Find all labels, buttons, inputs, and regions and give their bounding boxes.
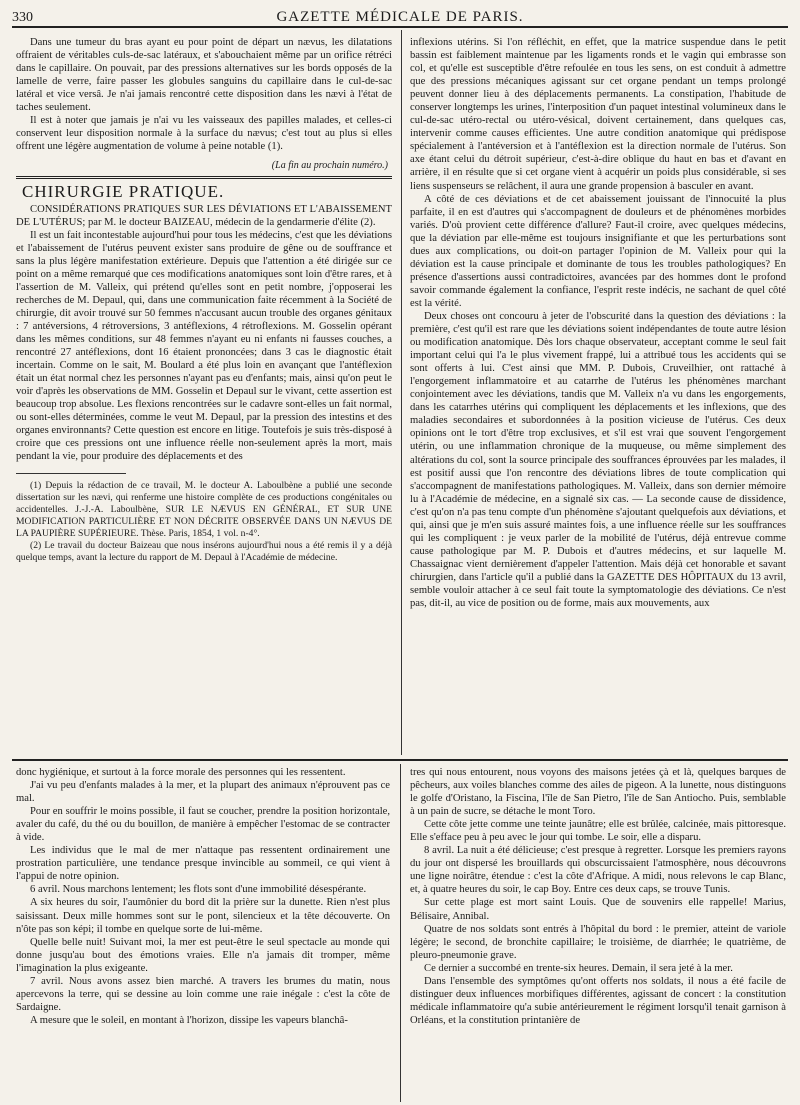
column-divider-top — [401, 30, 402, 755]
paragraph: Dans l'ensemble des symptômes qu'ont offerts nos soldats, il nous a été facile de distinguer deux influences morbifiques différentes, agissant de concert : la constitution médicale inflammatoire qu'a subie antérieurement le régiment lorsqu'il tenait garnison à Orléans, et la constitution printanière de — [410, 975, 786, 1026]
article-title: CONSIDÉRATIONS PRATIQUES SUR LES DÉVIATIONS ET L'ABAISSEMENT DE L'UTÉRUS; par M. le docteur BAIZEAU, médecin de la gendarmerie d'élite (2). — [16, 203, 392, 228]
paragraph: Il est à noter que jamais je n'ai vu les vaisseaux des papilles malades, et celles-ci conservent leur disposition normale à la surface du nævus; c'est tout au plus si elles offrent une légère augmentation de volume à peine notable (1). — [16, 115, 392, 153]
paragraph: 8 avril. La nuit a été délicieuse; c'est presque à regretter. Lorsque les premiers rayons du jour ont dispersé les brouillards qui obscurcissaient l'atmosphère, nous découvrons une ligne noirâtre, étendue : c'est la côte d'Afrique. A midi, nous relevons le cap Blanc, et, à quatre heures du soir, le cap Boy. Entre ces deux caps, se trouve Tunis. — [410, 845, 786, 896]
paragraph: A côté de ces déviations et de cet abaissement jouissant de l'innocuité la plus parfaite, il en est d'autres qui s'accompagnent de douleurs et de phénomènes morbides variés. D'où provient cette différence d'allure? Faut-il croire, avec quelques médecins, que la déviation par elle-même est toujours insignifiante et que les perturbations sont dues aux complications, ou doit-on partager l'opinion de M. Valleix pour qui la déviation est la cause principale et dominante de tous les troubles pathologiques? En présence d'assertions aussi contradictoires, avancées par des hommes dont le profond savoir commande également la confiance, l'esprit reste indécis, ne sachant de quel côté est la vérité. — [410, 193, 786, 309]
page-header — [12, 4, 788, 28]
journal-title: GAZETTE MÉDICALE DE PARIS. — [276, 9, 524, 25]
paragraph: Les individus que le mal de mer n'attaque pas ressentent ordinairement une prostration particulière, une tendance presque invincible au sommeil, ce qui vient à l'appui de notre opinion. — [16, 845, 390, 883]
paragraph: 6 avril. Nous marchons lentement; les flots sont d'une immobilité désespérante. — [30, 884, 367, 896]
paragraph: Deux choses ont concouru à jeter de l'obscurité dans la question des déviations : la première, c'est qu'il est rare que les déviations soient indépendantes de toute autre lésion ou modification anatomique. Dès lors chaque observateur, acceptant comme le seul fait important celui qui l'a le plus vivement frappé, lui a attribué tous les accidents qui se sont offerts à lui. C'est ainsi que MM. P. Dubois, Cruveilhier, ont rattaché à l'engorgement inflammatoire et au catarrhe de l'utérus les phénomènes marchant conjointement avec les déviations, tandis que M. Valleix n'a vu dans les engorgements, dans les catarrhes utérins qui compliquent les déplacements et les inflexions, que des maladies secondaires et subordonnées à la position vicieuse de l'utérus. Ces deux opinions ont le tort d'être trop exclusives, et s'il est vrai que souvent l'engorgement utérin, ou une inflammation chronique de la muqueuse, ou même simplement des altérations du col, sont la source principale des souffrances éprouvées par les malades, il est positif aussi que l'on rencontre des déviations libres de toute complication qui s'accompagnent de manifestations pathologiques. M. Valleix, dans son dernier mémoire lu à l'Académie de médecine, en a signalé six cas. — La seconde cause de dissidence, c'est qu'on n'a pas tenu compte d'un phénomène s'ajoutant quelquefois aux déviations, et qui, ainsi que je m'en suis assuré maintes fois, a une influence réelle sur les souffrances qui les compliquent : je veux parler de la mobilité de l'utérus, déjà entrevue comme cause pathologique par M. P. Dubois et d'autres médecins, et sur laquelle M. Chassaignac vient dernièrement d'appeler l'attention. Mais déjà cet honorable et savant chirurgien, dans l'article qu'il a publié dans la GAZETTE DES HÔPITAUX du 13 avril, semble vouloir attacher à ce seul fait toute la symptomatologie des déviations. Ce n'est pas, dit-il, au vice de position ou de forme, mais aux mouvements, aux — [410, 310, 786, 610]
paragraph: Pour en souffrir le moins possible, il faut se coucher, prendre la position horizontale, avaler du café, du thé ou du bouillon, de manière à empêcher l'estomac de se contracter à vide. — [16, 806, 390, 844]
footnote-rule — [16, 473, 126, 474]
paragraph: Sur cette plage est mort saint Louis. Que de souvenirs elle rappelle! Marius, Bélisaire, Annibal. — [410, 897, 786, 922]
paragraph: Quelle belle nuit! Suivant moi, la mer est peut-être le seul spectacle au monde qui donne jusqu'au bout des émotions vraies. Elle n'a jamais dit tromper, même l'imagination la plus exigeante. — [16, 936, 390, 974]
paragraph: donc hygiénique, et surtout à la force morale des personnes qui les ressentent. — [16, 767, 346, 778]
section-rule — [16, 176, 392, 179]
left-column-bottom — [16, 766, 390, 1102]
paragraph: tres qui nous entourent, nous voyons des maisons jetées çà et là, quelques barques de pêcheurs, aux voiles blanches comme des ailes de pigeon. A la lunette, nous distinguons le golfe d'Oristano, la Fiscina, l'île de San Pietro, l'île de San Antiocho. Puis, semblable à un pain de sucre, se détache le mont Toro. — [410, 767, 786, 818]
page-number: 330 — [12, 10, 33, 25]
left-column-top — [16, 36, 392, 751]
right-column-top — [410, 36, 786, 751]
section-title: CHIRURGIE PRATIQUE. — [22, 182, 225, 202]
section-divider — [12, 759, 788, 761]
paragraph: A mesure que le soleil, en montant à l'horizon, dissipe les vapeurs blanchâ- — [30, 1014, 348, 1026]
footnote: (1) Depuis la rédaction de ce travail, M. le docteur A. Laboulbène a publié une seconde dissertation sur les nævi, qui renferme une histoire complète de ces productions congénitales ou accidentelles. J.-J.-A. Laboulbène, SUR LE NÆVUS EN GÉNÉRAL, ET SUR UNE MODIFICATION PARTICULIÈRE ET NON DÉCRITE OBSERVÉE DANS UN NÆVUS DE LA PAUPIÈRE SUPÉRIEURE. Thèse. Paris, 1854, 1 vol. n-4°. — [16, 480, 392, 540]
footnote: (2) Le travail du docteur Baizeau que nous insérons aujourd'hui nous a été remis il y a déjà quelque temps, avant la lecture du rapport de M. Depaul à l'Académie de médecine. — [16, 540, 392, 564]
paragraph: A six heures du soir, l'aumônier du bord dit la prière sur la dunette. Rien n'est plus saisissant. Deux mille hommes sont sur le pont, silencieux et la tête découverte. On n'ôte pas son képi; il tombe en quelque sorte de lui-même. — [16, 897, 390, 935]
continuation-note: (La fin au prochain numéro.) — [271, 160, 388, 172]
paragraph: Quatre de nos soldats sont entrés à l'hôpital du bord : le premier, atteint de variole légère; le second, de bronchite capillaire; le troisième, de diarrhée; le quatrième, de pleuro-pneumonie grave. — [410, 923, 786, 961]
paragraph: J'ai vu peu d'enfants malades à la mer, et la plupart des animaux n'éprouvent pas ce mal. — [16, 780, 390, 805]
paragraph: 7 avril. Nous avons assez bien marché. A travers les brumes du matin, nous apercevons la terre, qui se dessine au loin comme une raie inégale : c'est la côte de Sardaigne. — [16, 975, 390, 1013]
paragraph: Il est un fait incontestable aujourd'hui pour tous les médecins, c'est que les déviations et l'abaissement de l'utérus peuvent exister sans produire de gêne ou de souffrance et sans la plus légère manifestation extérieure. Depuis que l'attention a été dirigée sur ce point on a même remarqué que ces modifications anatomiques sont loin d'être rares, et à l'assertion de M. Valleix, qui prétend qu'elles sont en petit nombre, j'opposerai les recherches de M. Depaul, qui, dans une communication faite récemment à la Société de chirurgie, dit avoir trouvé sur 50 femmes n'accusant aucun trouble des organes génitaux : 7 antéversions, 4 rétroversions, 3 antéflexions, 4 rétroflexions. M. Gosselin opérant dans les mêmes conditions, sur 48 femmes n'ayant eu ni enfants ni fausses couches, a rencontré 27 antéflexions, dont 16 étaient prononcées; dans 3 cas le diagnostic était incertain. Comme on le sait, M. Boulard a été plus loin en avançant que l'antéflexion était un état normal chez les personnes n'ayant pas eu d'enfants; mais, ainsi qu'on peut le voir d'après les observations de MM. Gosselin et Depaul sur le vivant, cette assertion est beaucoup trop absolue. Les flexions rencontrées sur le cadavre sont-elles un fait normal, ou sont-elles déterminées, comme le veut M. Depaul, par la pression des intestins et des organes environnants? Cette question est encore en litige. Toutefois je suis très-disposé à croire que ces pressions ont une influence réelle non-seulement après la mort, mais pendant la vie, pour produire des déplacements et des — [16, 229, 392, 463]
paragraph: inflexions utérins. Si l'on réfléchit, en effet, que la matrice suspendue dans le petit bassin est faiblement maintenue par les ligaments ronds et le vagin qui embrasse son col, et qu'elle est susceptible d'être refoulée en tous les sens, on est conduit à admettre que des pressions mécaniques agissant sur cet organe pendant un temps prolongé peuvent donner lieu à des déplacements permanents. La constipation, l'habitude de conserver longtemps les urines, l'interposition d'un paquet intestinal volumineux dans le cul-de-sac utéro-rectal ou utéro-vésical, doivent certainement, dans quelques cas, intervenir comme causes efficientes. Une autre condition anatomique qui prédispose spécialement à l'antéversion et à l'antéflexion est la direction normale de l'utérus. Son axe étant celui du détroit supérieur, c'est-à-dire oblique du haut en bas et d'avant en arrière, il en résulte que si cet organe vient à acquérir un poids plus considérable, si ses liens suspenseurs se relâchent, il aura une grande propension à basculer en avant. — [410, 37, 786, 192]
column-divider-bottom — [400, 764, 401, 1102]
paragraph: Dans une tumeur du bras ayant eu pour point de départ un nævus, les dilatations offraient de véritables culs-de-sac latéraux, et s'abouchaient même par un orifice rétréci dans le capillaire. On pouvait, par des pressions alternatives sur les bords opposés de la lamelle de verre, faire passer les globules sanguins du capillaire dans le cul-de-sac latéral et vice versâ. Je n'ai jamais rencontré cette disposition dans les nævi à l'état de taches seulement. — [16, 37, 392, 114]
right-column-bottom — [410, 766, 786, 1102]
paragraph: Ce dernier a succombé en trente-six heures. Demain, il sera jeté à la mer. — [424, 962, 733, 974]
paragraph: Cette côte jette comme une teinte jaunâtre; elle est brûlée, calcinée, mais pittoresque. Elle s'efface peu à peu avec le jour qui tombe. Le soir, elle a disparu. — [410, 819, 786, 844]
